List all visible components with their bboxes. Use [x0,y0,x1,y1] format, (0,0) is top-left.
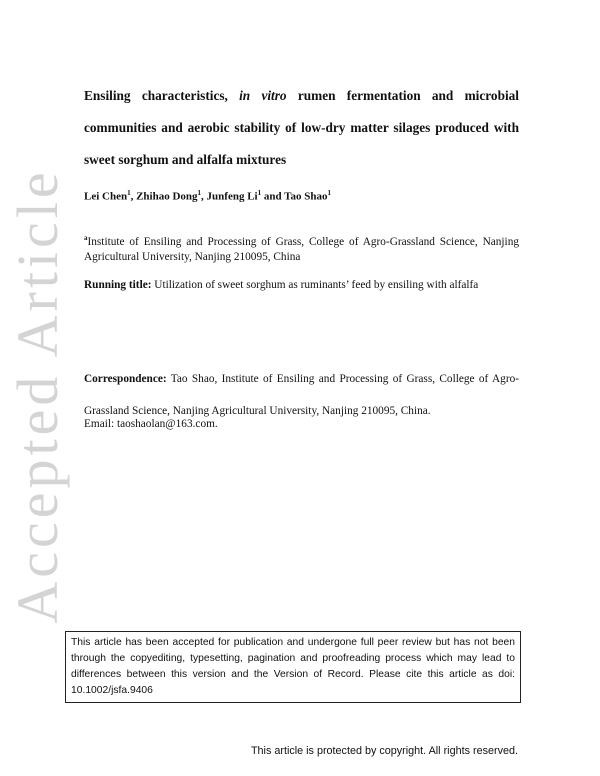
title-text: Ensiling characteristics, [84,88,240,103]
author: Zhihao Dong [136,190,198,203]
author-affiliation-mark: 1 [197,189,202,197]
author-list [84,189,519,203]
running-title-text: Utilization of sweet sorghum as ruminants’ feed by ensiling with alfalfa [151,279,479,291]
acceptance-notice-box: This article has been accepted for publication and undergone full peer review but has not been through the copyediting, typesetting, pagination and proofreading process which may lead to differences between this version and the Version of Record. Please cite this article as doi: 10.1002/jsfa.9406 [65,631,521,703]
separator: and [261,190,285,203]
affiliation-text: Institute of Ensiling and Processing of Grass, College of Agro-Grassland Science, Nanjing Agricultural University, Nanjing 210095, China [84,235,519,263]
author-affiliation-mark: 1 [257,189,262,197]
author-affiliation-mark: 1 [127,189,131,197]
accepted-article-watermark: Accepted Article [5,168,70,624]
correspondence-text: Tao Shao, Institute of Ensiling and Processing of Grass, College of Agro-Grassland Science, Nanjing Agricultural University, Nanjing 210095, China. [84,373,519,417]
article-title [84,80,519,176]
author: Lei Chen [84,190,128,203]
separator: , [201,190,207,203]
author-affiliation-mark: 1 [327,189,331,197]
title-text: rumen fermentation and microbial communities and aerobic stability of low-dry matter silages produced with sweet sorghum and alfalfa mixtures [84,88,519,167]
affiliation-mark: a [84,234,88,242]
copyright-footer: This article is protected by copyright. All rights reserved. [250,745,518,757]
email: Email: taoshaolan@163.com. [84,418,218,430]
separator: , [130,190,137,203]
running-title [84,279,519,291]
author: Tao Shao [284,190,328,203]
title-italic: in vitro [239,88,287,103]
correspondence-label: Correspondence: [84,373,167,385]
affiliation [84,231,519,265]
running-title-label: Running title: [84,279,152,291]
author: Junfeng Li [206,190,258,203]
